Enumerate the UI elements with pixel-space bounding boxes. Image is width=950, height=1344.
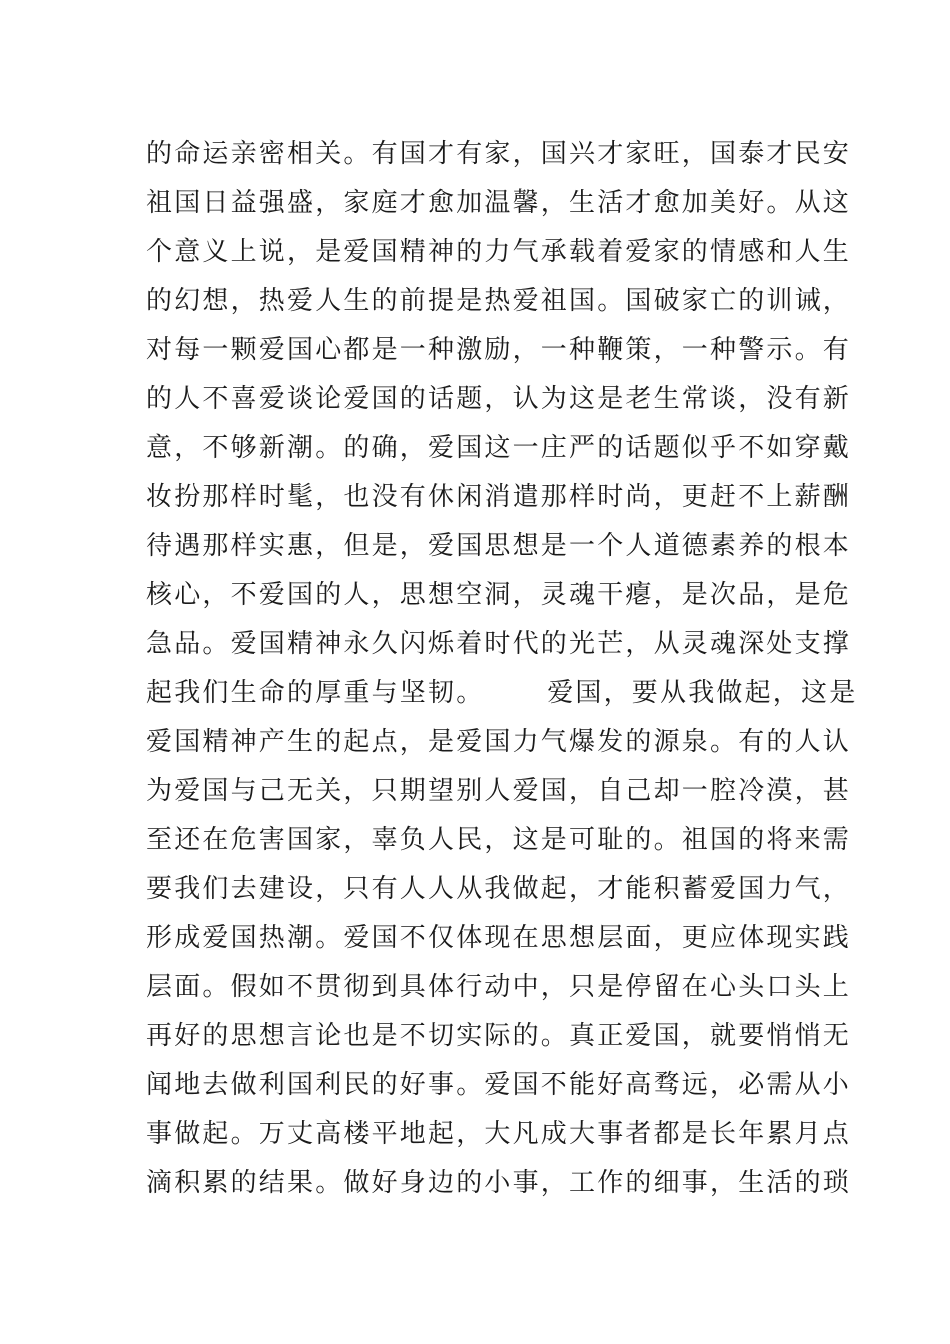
text-line: 个意义上说，是爱国精神的力气承载着爱家的情感和人生 [146,237,852,267]
text-line: 再好的思想言论也是不切实际的。真正爱国，就要悄悄无 [146,1021,852,1051]
text-line: 的幻想，热爱人生的前提是热爱祖国。国破家亡的训诫， [146,286,852,316]
text-line: 急品。爱国精神永久闪烁着时代的光芒，从灵魂深处支撑 [146,629,852,659]
text-line: 至还在危害国家，辜负人民，这是可耻的。祖国的将来需 [146,825,852,855]
text-line: 祖国日益强盛，家庭才愈加温馨，生活才愈加美好。从这 [146,188,852,218]
text-line: 的人不喜爱谈论爱国的话题，认为这是老生常谈，没有新 [146,384,852,414]
text-line: 要我们去建设，只有人人从我做起，才能积蓄爱国力气， [146,874,852,904]
text-line: 事做起。万丈高楼平地起，大凡成大事者都是长年累月点 [146,1119,852,1149]
text-line: 待遇那样实惠，但是，爱国思想是一个人道德素养的根本 [146,531,852,561]
body-text [146,130,858,1208]
text-line: 闻地去做利国利民的好事。爱国不能好高骛远，必需从小 [146,1070,852,1100]
text-line: 妆扮那样时髦，也没有休闲消遣那样时尚，更赶不上薪酬 [146,482,852,512]
text-line: 对每一颗爱国心都是一种激励，一种鞭策，一种警示。有 [146,335,852,365]
text-line: 起我们生命的厚重与坚韧。 爱国，要从我做起，这是 [146,678,858,708]
text-line: 为爱国与己无关，只期望别人爱国，自己却一腔冷漠，甚 [146,776,852,806]
text-line: 滴积累的结果。做好身边的小事，工作的细事，生活的琐 [146,1168,852,1198]
text-line: 的命运亲密相关。有国才有家，国兴才家旺，国泰才民安 [146,139,852,169]
text-line: 层面。假如不贯彻到具体行动中，只是停留在心头口头上 [146,972,852,1002]
text-line: 爱国精神产生的起点，是爱国力气爆发的源泉。有的人认 [146,727,852,757]
text-line: 核心，不爱国的人，思想空洞，灵魂干瘪，是次品，是危 [146,580,852,610]
text-line: 意，不够新潮。的确，爱国这一庄严的话题似乎不如穿戴 [146,433,852,463]
text-line: 形成爱国热潮。爱国不仅体现在思想层面，更应体现实践 [146,923,852,953]
